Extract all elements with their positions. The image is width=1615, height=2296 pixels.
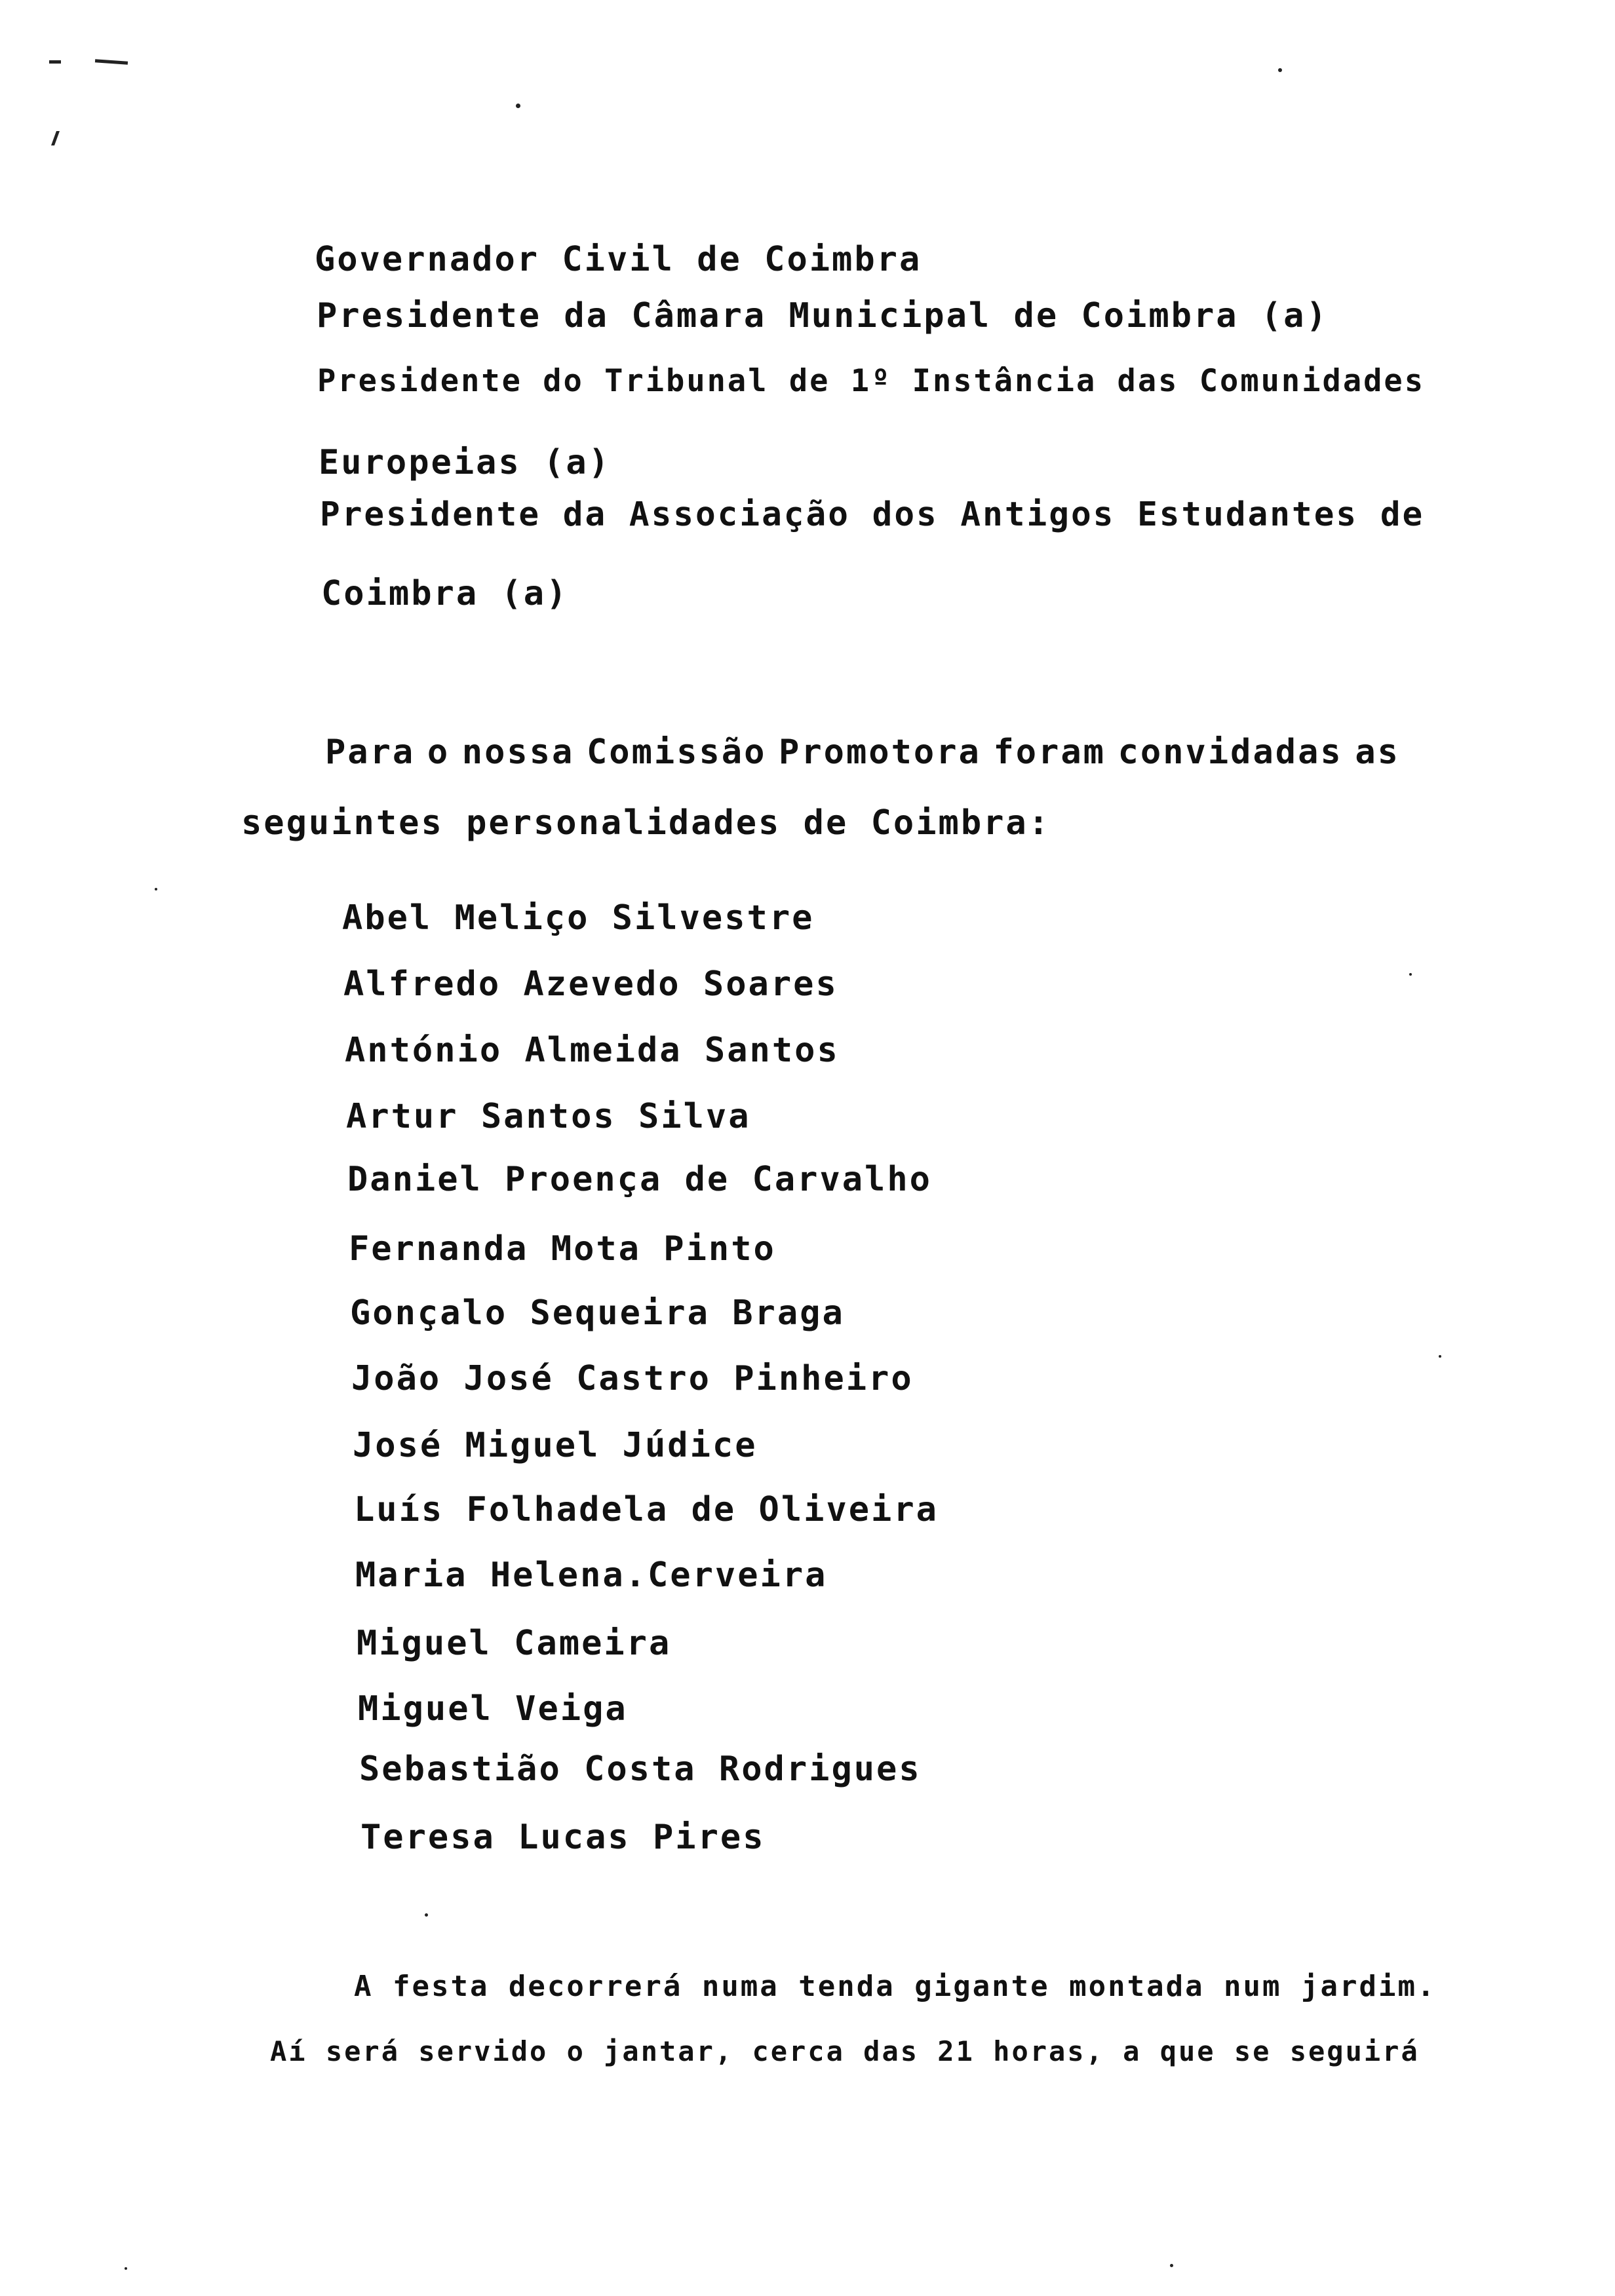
scan-speck <box>125 2267 127 2270</box>
intro-word: as <box>1355 733 1400 772</box>
honorary-line: Presidente do Tribunal de 1º Instância das Comunidades <box>317 363 1426 399</box>
honorary-line: Coimbra (a) <box>321 574 569 613</box>
scan-mark <box>49 60 61 64</box>
member-name: Gonçalo Sequeira Braga <box>350 1293 845 1333</box>
member-name: João José Castro Pinheiro <box>351 1359 914 1398</box>
scan-mark <box>95 59 128 64</box>
scan-speck <box>1278 68 1282 72</box>
member-name: Teresa Lucas Pires <box>360 1818 766 1857</box>
intro-word: Comissão <box>586 733 767 772</box>
intro-word: o <box>427 733 450 772</box>
scan-speck <box>1170 2264 1173 2267</box>
member-name: Miguel Veiga <box>358 1689 628 1729</box>
scan-speck <box>155 888 157 890</box>
member-name: Fernanda Mota Pinto <box>349 1229 776 1269</box>
honorary-line: Presidente da Câmara Municipal de Coimbra (a) <box>317 296 1329 335</box>
closing-line-2: Aí será servido o jantar, cerca das 21 horas, a que se seguirá <box>270 2035 1420 2067</box>
scan-speck <box>425 1913 428 1917</box>
member-name: Miguel Cameira <box>357 1624 672 1663</box>
member-name: Maria Helena.Cerveira <box>355 1556 828 1595</box>
member-name: Artur Santos Silva <box>346 1097 751 1136</box>
member-name: Alfredo Azevedo Soares <box>343 965 838 1004</box>
scan-speck <box>1409 973 1412 976</box>
member-name: Luís Folhadela de Oliveira <box>354 1490 939 1529</box>
member-name: Abel Meliço Silvestre <box>342 898 815 938</box>
intro-line-1 <box>325 733 1400 772</box>
honorary-line: Presidente da Associação dos Antigos Estudantes de <box>320 495 1425 534</box>
intro-word: nossa <box>461 733 575 772</box>
member-name: António Almeida Santos <box>345 1031 840 1070</box>
intro-word: convidadas <box>1118 733 1343 772</box>
scan-speck <box>1439 1355 1441 1358</box>
closing-line-1: A festa decorrerá numa tenda gigante montada num jardim. <box>354 1970 1437 2003</box>
member-name: José Miguel Júdice <box>353 1426 758 1465</box>
honorary-line: Governador Civil de Coimbra <box>315 240 922 279</box>
scan-mark <box>51 131 69 145</box>
honorary-line: Europeias (a) <box>319 443 611 482</box>
scan-speck <box>516 104 520 108</box>
member-name: Sebastião Costa Rodrigues <box>359 1750 922 1789</box>
intro-word: foram <box>993 733 1106 772</box>
intro-word: Para <box>325 733 416 772</box>
member-name: Daniel Proença de Carvalho <box>347 1160 932 1199</box>
intro-word: Promotora <box>779 733 981 772</box>
intro-line-2: seguintes personalidades de Coimbra: <box>241 803 1051 843</box>
